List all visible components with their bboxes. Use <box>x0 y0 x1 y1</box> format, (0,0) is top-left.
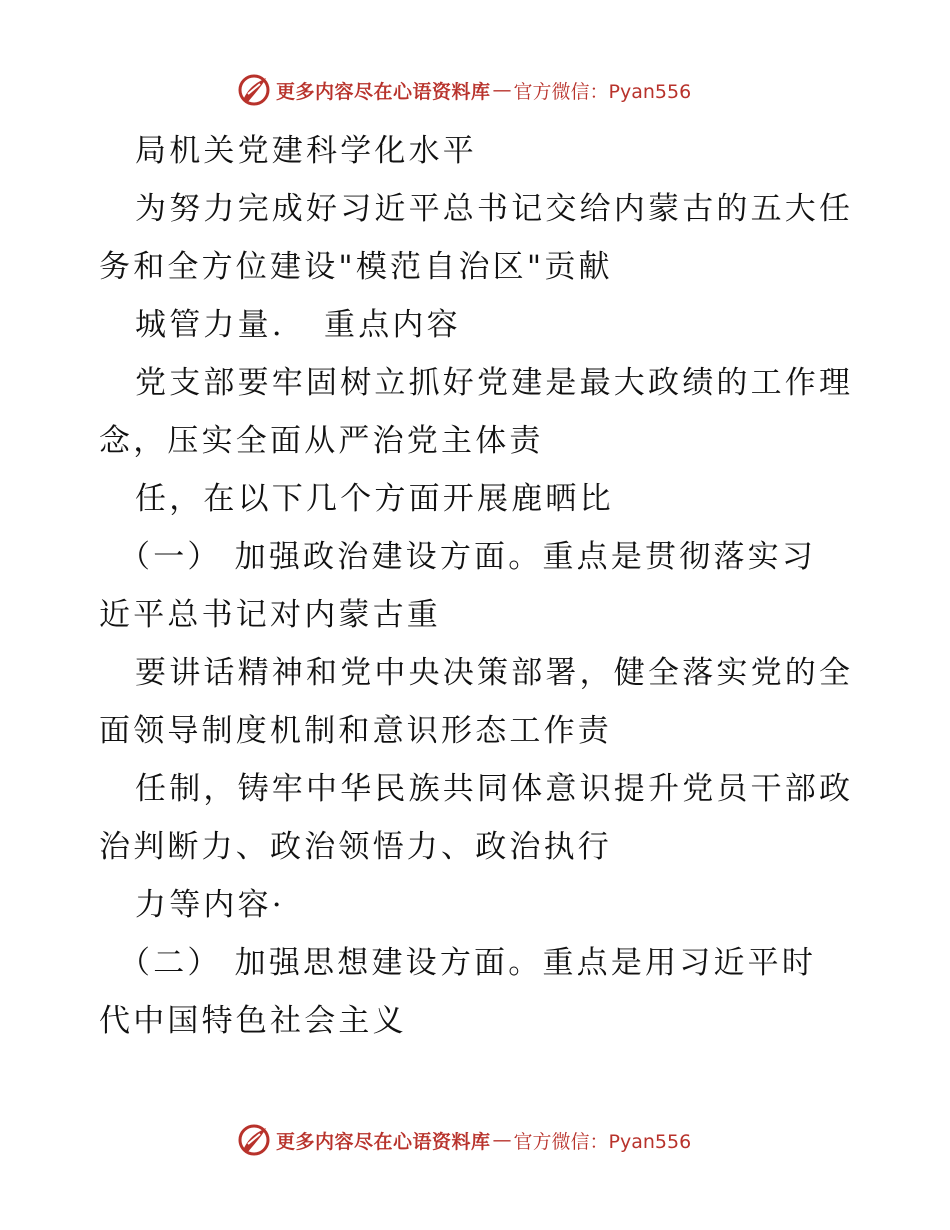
body-line: 党支部要牢固树立抓好党建是最大政绩的工作理 <box>135 365 854 401</box>
body-line: 任，在以下几个方面开展鹿晒比 <box>135 481 614 517</box>
document-body <box>99 122 859 1050</box>
body-line: 治判断力、政治领悟力、政治执行 <box>99 829 612 865</box>
header-banner <box>236 72 691 108</box>
red-ribbon-logo-icon <box>236 1122 272 1158</box>
header-banner-separator: — <box>492 79 512 101</box>
body-line: 城管力量. 重点内容 <box>135 307 461 343</box>
body-line: 近平总书记对内蒙古重 <box>99 597 441 633</box>
body-line: 念，压实全面从严治党主体责 <box>99 423 544 459</box>
body-line: （一） 加强政治建设方面。重点是贯彻落实习 <box>119 539 817 575</box>
footer-banner-wechat-text: 官方微信：Pyan556 <box>513 1130 692 1153</box>
body-line: 要讲话精神和党中央决策部署，健全落实党的全 <box>135 655 854 691</box>
body-line: （二） 加强思想建设方面。重点是用习近平时 <box>119 945 817 981</box>
header-banner-wechat-text: 官方微信：Pyan556 <box>513 80 692 103</box>
body-line: 代中国特色社会主义 <box>99 1003 407 1039</box>
footer-banner-main-text: 更多内容尽在心语资料库 <box>276 1130 491 1153</box>
body-line: 务和全方位建设"模范自治区"贡献 <box>99 249 613 285</box>
red-ribbon-logo-icon <box>236 72 272 108</box>
body-line: 力等内容· <box>135 887 285 923</box>
footer-banner-separator: — <box>492 1129 512 1151</box>
body-line: 面领导制度机制和意识形态工作责 <box>99 713 612 749</box>
footer-banner <box>236 1122 691 1158</box>
header-banner-main-text: 更多内容尽在心语资料库 <box>276 80 491 103</box>
body-line: 任制，铸牢中华民族共同体意识提升党员干部政 <box>135 771 854 807</box>
body-line: 为努力完成好习近平总书记交给内蒙古的五大任 <box>135 191 854 227</box>
body-line: 局机关党建科学化水平 <box>135 133 477 169</box>
